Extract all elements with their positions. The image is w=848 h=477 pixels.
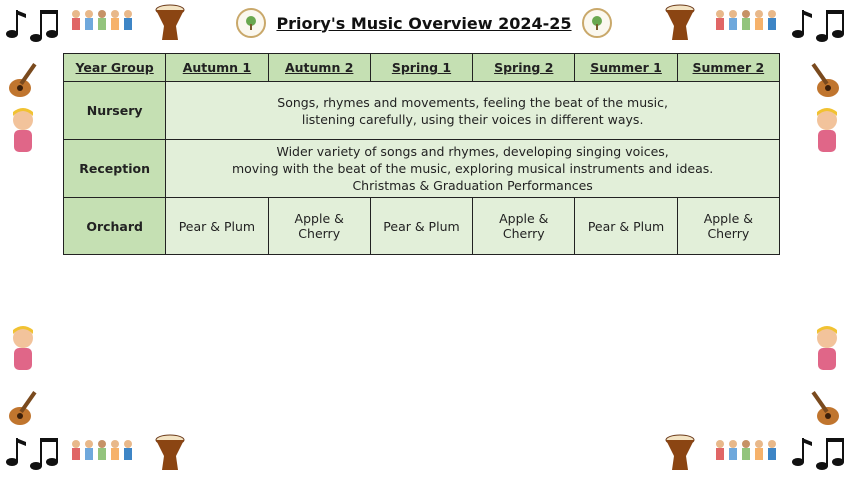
school-logo-icon: [236, 8, 266, 38]
music-notes-icon: [790, 432, 846, 476]
table-row-reception: [64, 140, 780, 198]
orchard-cell: Apple & Cherry: [473, 198, 575, 255]
orchard-cell: Apple & Cherry: [268, 198, 370, 255]
nursery-line: listening carefully, using their voices in different ways.: [301, 111, 644, 127]
nursery-description: [166, 82, 780, 140]
reception-line: Christmas & Graduation Performances: [352, 178, 593, 193]
ukulele-icon: [802, 384, 842, 428]
header-spring-1: Spring 1: [370, 54, 472, 82]
music-notes-icon: [4, 4, 60, 48]
djembe-drum-icon: [150, 2, 190, 42]
row-label-orchard: Orchard: [64, 198, 166, 255]
singing-children-icon: [712, 4, 778, 42]
orchard-cell: Pear & Plum: [575, 198, 677, 255]
header-summer-1: Summer 1: [575, 54, 677, 82]
listening-girl-icon: [810, 106, 844, 158]
singing-children-icon: [68, 4, 134, 42]
reception-description: [166, 140, 780, 198]
ukulele-icon: [802, 56, 842, 100]
header-summer-2: Summer 2: [677, 54, 779, 82]
header-autumn-2: Autumn 2: [268, 54, 370, 82]
djembe-drum-icon: [660, 432, 700, 472]
music-notes-icon: [4, 432, 60, 476]
djembe-drum-icon: [150, 432, 190, 472]
music-notes-icon: [790, 4, 846, 48]
orchard-cell: Pear & Plum: [166, 198, 268, 255]
row-label-reception: Reception: [64, 140, 166, 198]
listening-girl-icon: [810, 324, 844, 376]
listening-girl-icon: [6, 324, 40, 376]
table-row-nursery: [64, 82, 780, 140]
header-spring-2: Spring 2: [473, 54, 575, 82]
music-overview-table: [63, 53, 780, 255]
ukulele-icon: [6, 384, 46, 428]
singing-children-icon: [68, 434, 134, 472]
reception-line: Wider variety of songs and rhymes, developing singing voices,: [276, 144, 669, 159]
reception-line: moving with the beat of the music, exploring musical instruments and ideas.: [231, 161, 714, 176]
orchard-cell: Apple & Cherry: [677, 198, 779, 255]
ukulele-icon: [6, 56, 46, 100]
table-row-orchard: [64, 198, 780, 255]
listening-girl-icon: [6, 106, 40, 158]
orchard-cell: Pear & Plum: [370, 198, 472, 255]
header-year-group: Year Group: [64, 54, 166, 82]
nursery-line: Songs, rhymes and movements, feeling the beat of the music,: [277, 94, 668, 110]
page-title: Priory's Music Overview 2024-25: [276, 13, 572, 33]
row-label-nursery: Nursery: [64, 82, 166, 140]
singing-children-icon: [712, 434, 778, 472]
djembe-drum-icon: [660, 2, 700, 42]
header-row: [64, 54, 780, 82]
school-logo-icon: [582, 8, 612, 38]
header-autumn-1: Autumn 1: [166, 54, 268, 82]
